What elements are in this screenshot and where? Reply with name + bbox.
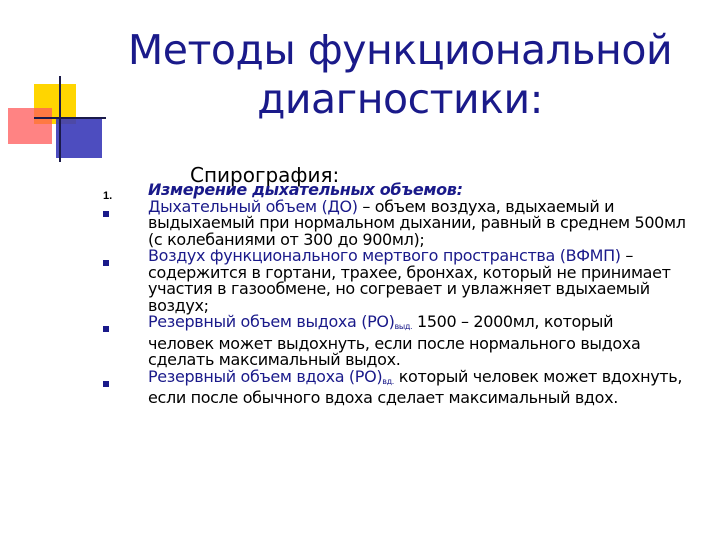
subtitle: Спирография: xyxy=(190,163,340,187)
list-heading-text: Измерение дыхательных объемов: xyxy=(148,180,463,199)
line: – объем воздуха, вдыхаемый и xyxy=(357,196,615,216)
list-item-text xyxy=(148,196,720,249)
red-square xyxy=(8,108,52,144)
blue-square xyxy=(56,118,102,158)
line: если после обычного вдоха сделает максимальный вдох. xyxy=(148,388,618,407)
title-line-2: диагностики: xyxy=(257,75,543,123)
term-subscript: выд. xyxy=(394,322,413,331)
line: который человек может вдохнуть, xyxy=(394,366,683,386)
line: 1500 – 2000мл, который xyxy=(412,312,614,331)
list-item-text xyxy=(148,248,720,314)
square-bullet-icon xyxy=(103,381,109,387)
term: Дыхательный объем (ДО) xyxy=(148,196,358,216)
list-item xyxy=(0,314,720,369)
decorative-squares xyxy=(0,0,110,170)
list-item xyxy=(0,248,720,314)
line: (с колебаниями от 300 до 900мл); xyxy=(148,229,425,249)
square-bullet-icon xyxy=(103,211,109,217)
term-subscript: вд. xyxy=(382,376,394,386)
line: содержится в гортани, трахее, бронхах, который не принимает xyxy=(148,262,671,282)
list-item xyxy=(0,366,720,407)
list-item xyxy=(0,196,720,249)
list-item-text xyxy=(148,366,720,407)
list-item-text xyxy=(148,314,720,369)
line: человек может выдохнуть, если после нормального выдоха xyxy=(148,333,641,353)
list-number: 1. xyxy=(103,190,113,202)
term: Резервный объем выдоха (РО) xyxy=(148,312,395,331)
line: сделать максимальный выдох. xyxy=(148,350,401,369)
line: участия в газообмене, но согревает и увлажняет вдыхаемый xyxy=(148,279,650,298)
line: выдыхаемый при нормальном дыхании, равный в среднем 500мл xyxy=(148,213,686,232)
content-list xyxy=(0,182,720,407)
square-bullet-icon xyxy=(103,326,109,332)
term: Резервный объем вдоха (РО) xyxy=(148,366,383,386)
term: Воздух функционального мертвого пространства (ВФМП) xyxy=(148,246,621,265)
line: – xyxy=(620,246,634,265)
page-title xyxy=(120,26,680,124)
square-bullet-icon xyxy=(103,260,109,266)
line: воздух; xyxy=(148,295,209,315)
title-line-1: Методы функциональной xyxy=(127,26,673,74)
